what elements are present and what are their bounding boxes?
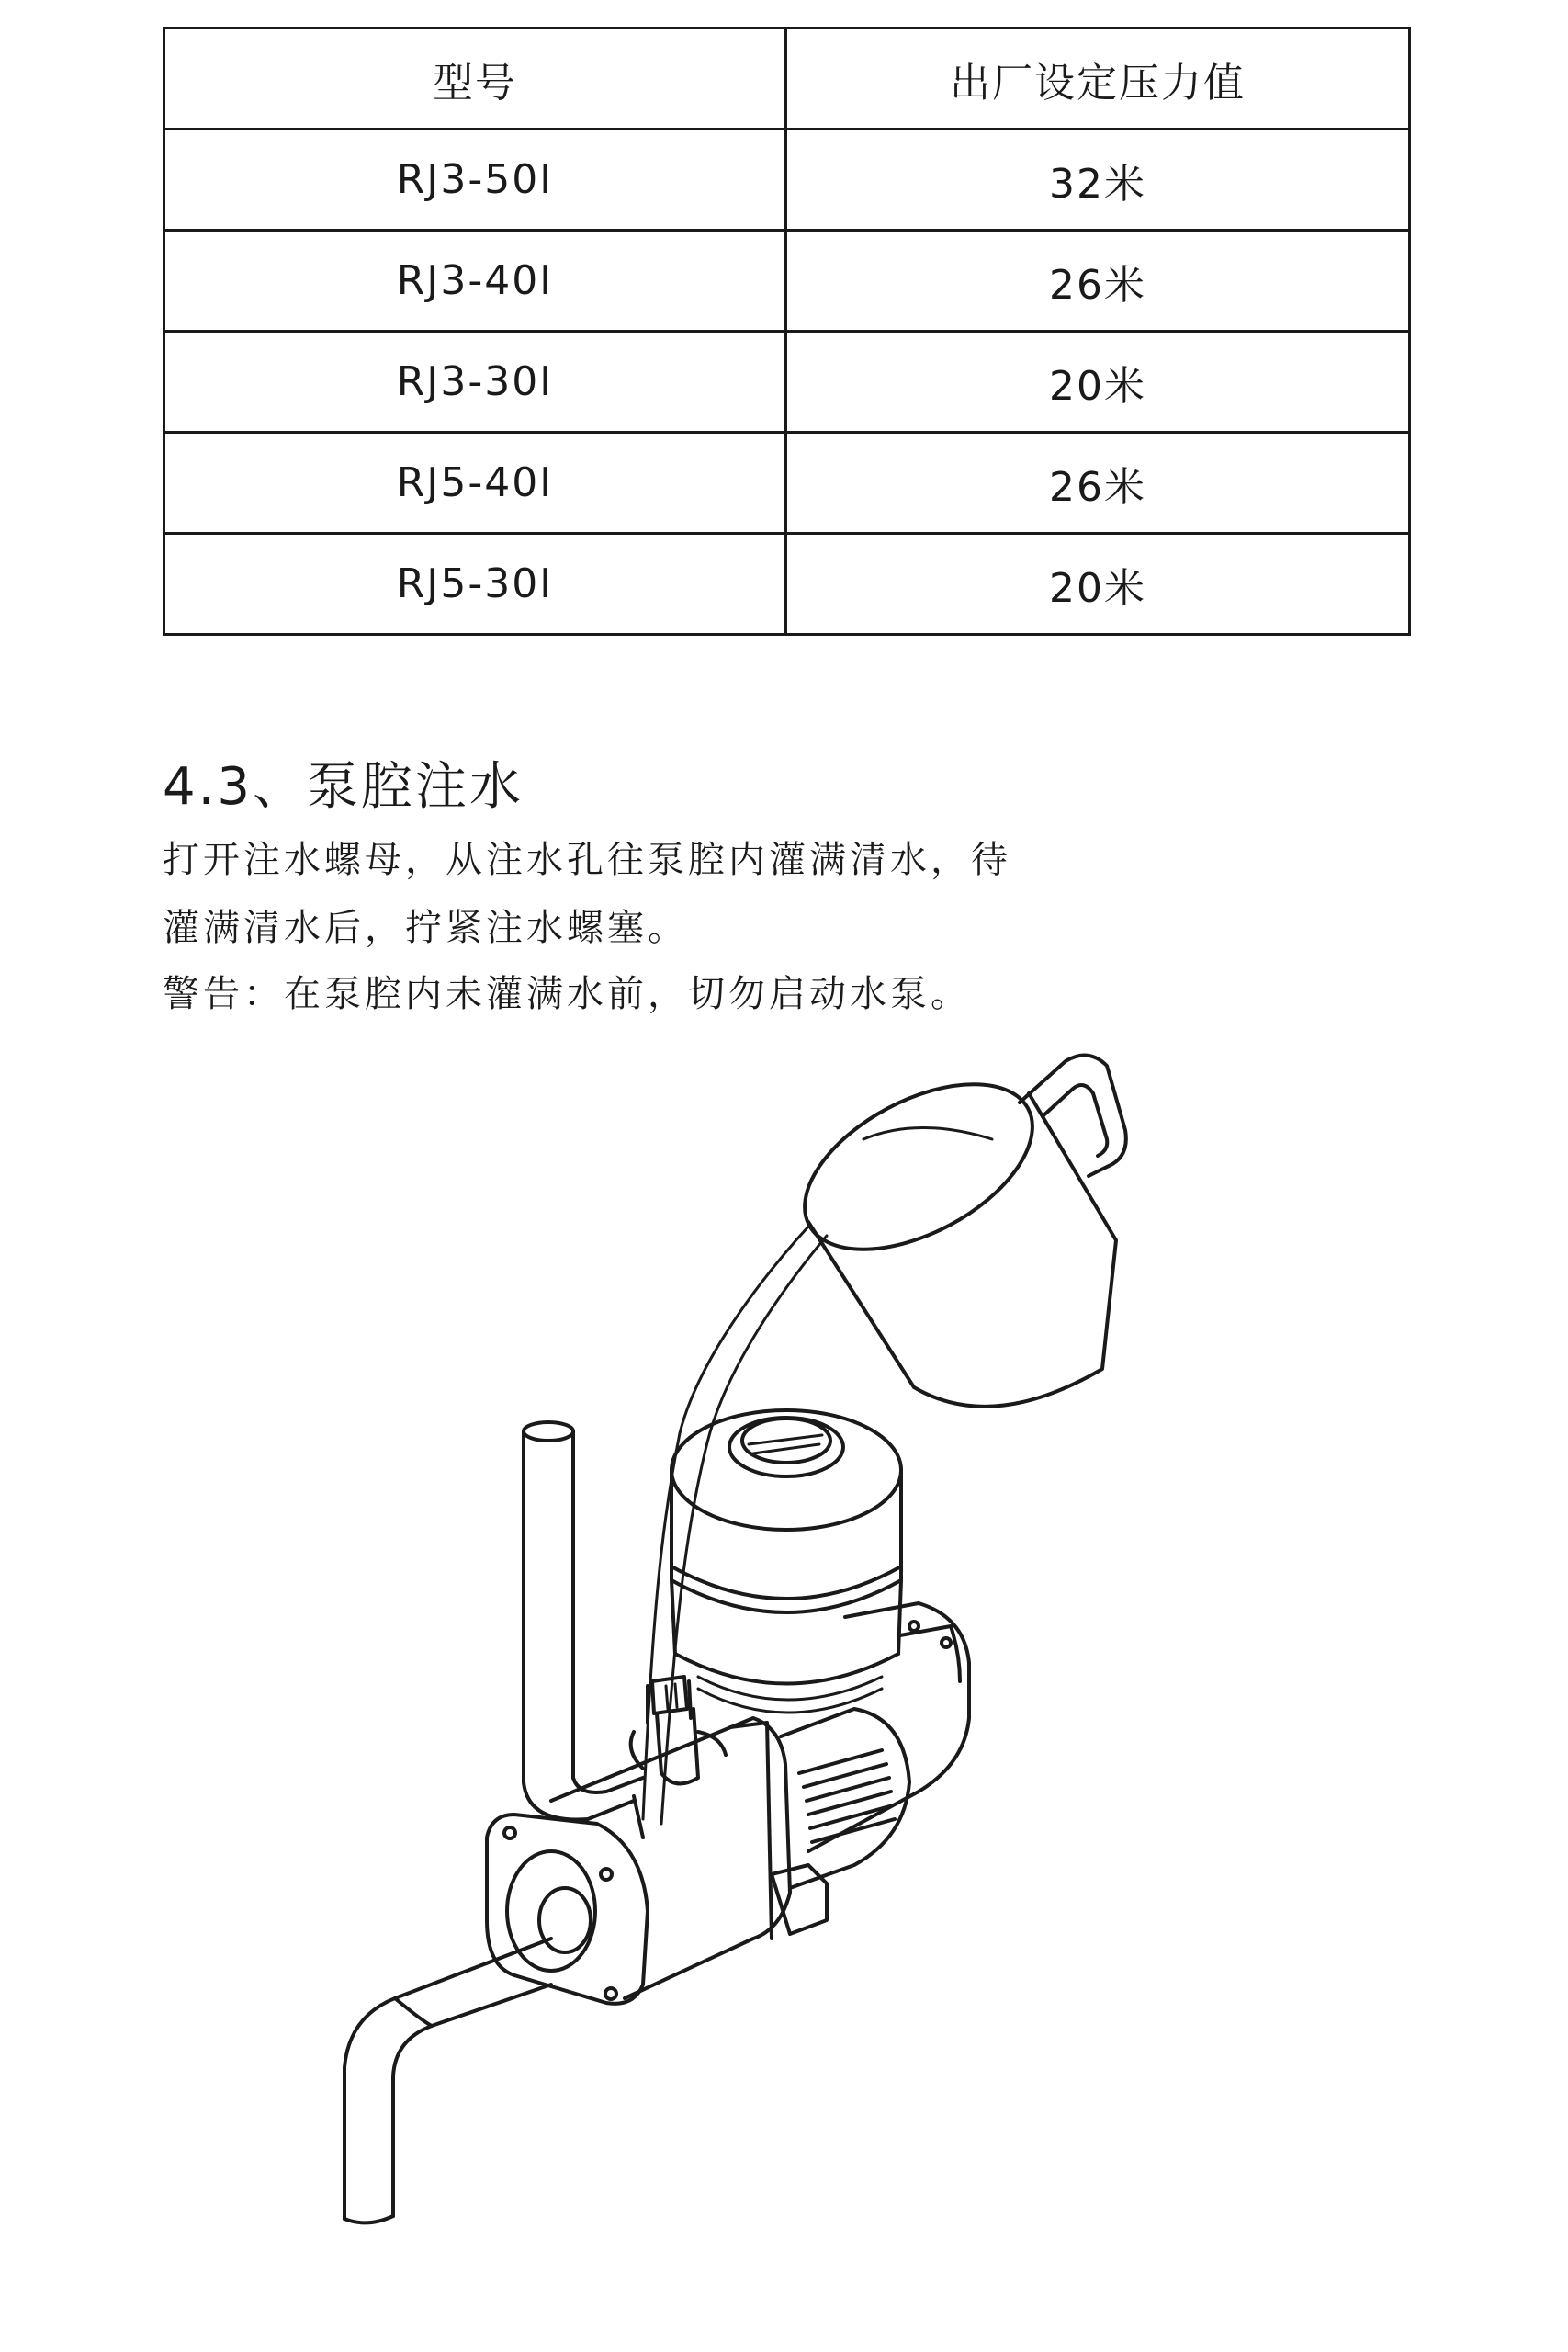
- inlet-pipe: [344, 1939, 551, 2222]
- instruction-line-2: 灌满清水后，拧紧注水螺塞。: [163, 907, 688, 949]
- cell-model: RJ3-50I: [164, 130, 786, 231]
- cell-model: RJ5-30I: [164, 534, 786, 635]
- pressure-spec-table: [163, 27, 1411, 636]
- table-header-row: [164, 28, 1410, 130]
- warning-line: 警告：在泵腔内未灌满水前，切勿启动水泵。: [163, 973, 971, 1015]
- instruction-line-1: 打开注水螺母，从注水孔往泵腔内灌满清水，待: [163, 839, 1011, 881]
- cell-pressure: 32米: [786, 130, 1410, 231]
- cell-pressure: 26米: [786, 433, 1410, 534]
- header-model: 型号: [164, 28, 786, 130]
- pump-housing: [551, 1718, 827, 1998]
- section-title: 4.3、泵腔注水: [163, 757, 525, 817]
- motor-body: [781, 1603, 969, 1888]
- table-row: [164, 534, 1410, 635]
- vertical-pipe: [524, 1422, 643, 1820]
- cell-pressure: 20米: [786, 332, 1410, 433]
- pressure-tank: [671, 1410, 901, 1713]
- cell-pressure: 20米: [786, 534, 1410, 635]
- cell-pressure: 26米: [786, 231, 1410, 332]
- cell-model: RJ3-40I: [164, 231, 786, 332]
- header-pressure: 出厂设定压力值: [786, 28, 1410, 130]
- inlet-flange: [487, 1815, 648, 2004]
- table-row: [164, 231, 1410, 332]
- table-row: [164, 130, 1410, 231]
- water-jug-icon: [778, 1050, 1126, 1407]
- pump-priming-illustration: [0, 1029, 1568, 2352]
- table-row: [164, 433, 1410, 534]
- table-row: [164, 332, 1410, 433]
- cell-model: RJ3-30I: [164, 332, 786, 433]
- cell-model: RJ5-40I: [164, 433, 786, 534]
